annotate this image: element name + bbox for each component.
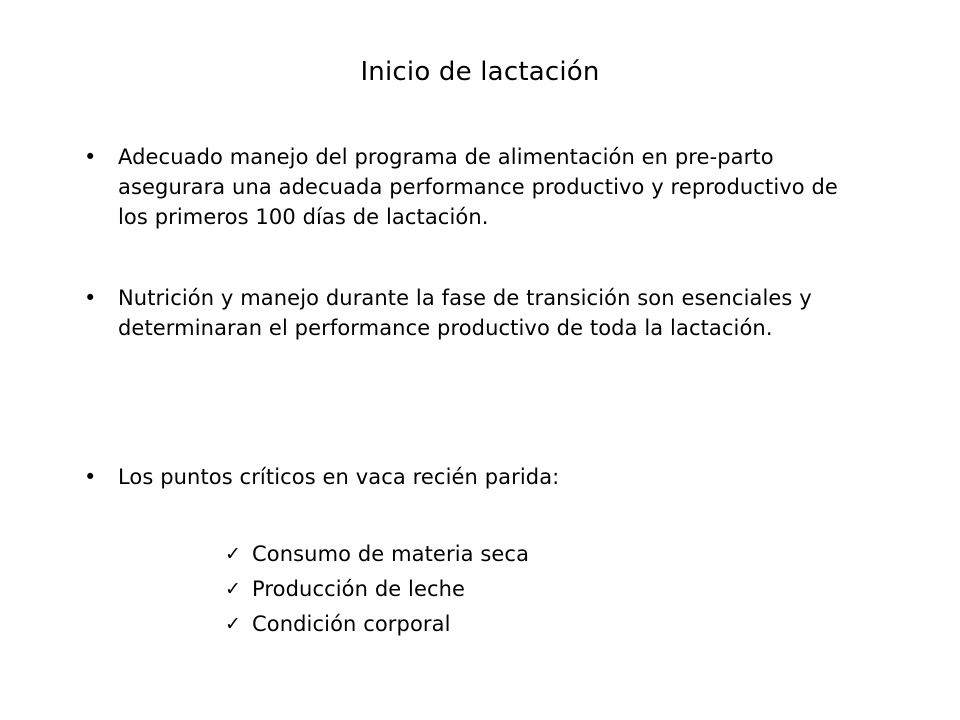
checklist-item-label: Condición corporal bbox=[252, 612, 451, 636]
checklist-item bbox=[225, 572, 725, 607]
checkmark-icon: ✓ bbox=[225, 578, 242, 600]
bullet-item bbox=[84, 142, 874, 232]
bullet-icon: • bbox=[84, 286, 97, 310]
checkmark-icon: ✓ bbox=[225, 543, 242, 565]
checklist-item-label: Consumo de materia seca bbox=[252, 542, 530, 566]
bullet-icon: • bbox=[84, 145, 97, 169]
checkmark-icon: ✓ bbox=[225, 613, 242, 635]
bullet-item bbox=[84, 462, 874, 492]
checklist-item bbox=[225, 537, 725, 572]
checklist bbox=[225, 537, 725, 642]
checklist-item-label: Producción de leche bbox=[252, 577, 466, 601]
bullet-text: Nutrición y manejo durante la fase de transición son esenciales y determinaran el performance productivo de toda la lactación. bbox=[118, 286, 812, 340]
bullet-item bbox=[84, 283, 874, 343]
bullet-icon: • bbox=[84, 465, 97, 489]
bullet-text: Los puntos críticos en vaca recién parida: bbox=[118, 465, 560, 489]
slide-title: Inicio de lactación bbox=[360, 57, 600, 87]
bullet-text: Adecuado manejo del programa de alimentación en pre-parto asegurara una adecuada performance productivo y reproductivo de los primeros 100 días de lactación. bbox=[118, 145, 838, 229]
checklist-item bbox=[225, 607, 725, 642]
